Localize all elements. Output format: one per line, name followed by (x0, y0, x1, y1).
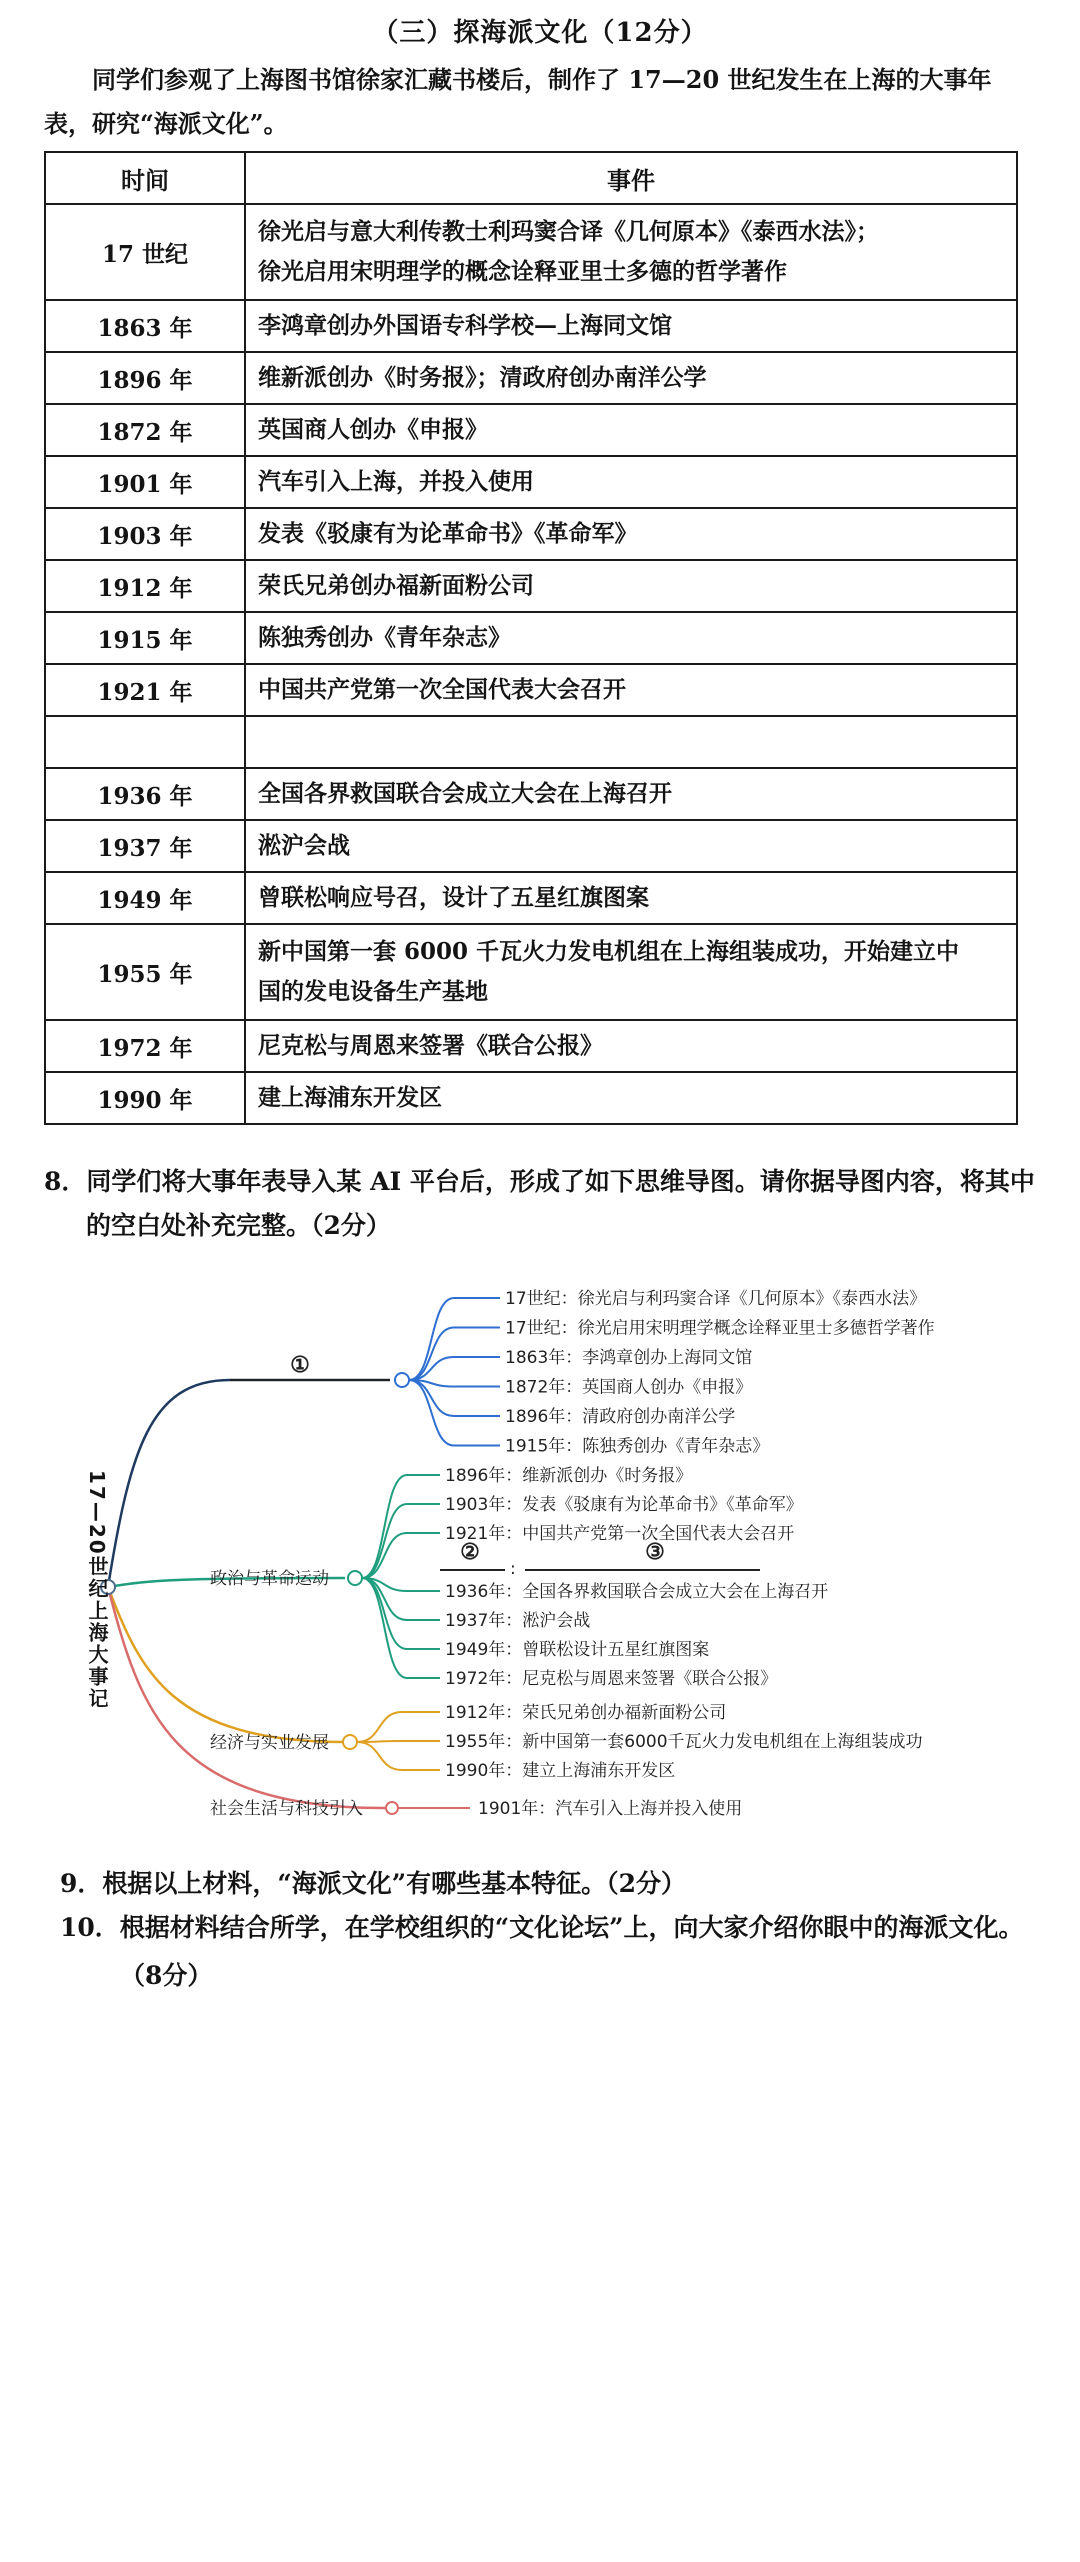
table-row (45, 508, 1017, 560)
cell-time: 1921 年 (45, 664, 245, 716)
branch-3-connector (357, 1712, 440, 1742)
cell-time: 1949 年 (45, 872, 245, 924)
cell-event: 发表《驳康有为论革命书》《革命军》 (245, 508, 1017, 560)
section-title: （三）探海派文化（12分） (372, 18, 708, 48)
cell-time: 1896 年 (45, 352, 245, 404)
branch-2-node (348, 1571, 362, 1585)
branch-2-item: 1896年：维新派创办《时务报》 (445, 1466, 693, 1486)
question-8 (44, 1160, 1044, 1248)
table-row (45, 204, 1017, 300)
cell-time: 1937 年 (45, 820, 245, 872)
cell-event: 李鸿章创办外国语专科学校—上海同文馆 (245, 300, 1017, 352)
cell-event: 曾联松响应号召，设计了五星红旗图案 (245, 872, 1017, 924)
branch-1-item: 1863年：李鸿章创办上海同文馆 (505, 1348, 753, 1368)
event-line: 徐光启用宋明理学的概念诠释亚里士多德的哲学著作 (258, 258, 787, 285)
branch-1-connector (409, 1380, 500, 1416)
mind-map-root-label: 17—20世纪上海大事记 (85, 1470, 109, 1710)
cell-time: 17 世纪 (45, 204, 245, 300)
branch-1-item: 1915年：陈独秀创办《青年杂志》 (505, 1436, 770, 1457)
table-row (45, 1020, 1017, 1072)
cell-event: 汽车引入上海，并投入使用 (245, 456, 1017, 508)
cell-time: 1912 年 (45, 560, 245, 612)
table-row (45, 456, 1017, 508)
table-row (45, 352, 1017, 404)
cell-event (245, 204, 1017, 300)
branch-1-connector (409, 1328, 500, 1381)
blank-1-marker: ① (290, 1352, 310, 1378)
cell-event (245, 716, 1017, 768)
branch-2-item: 1937年：淞沪会战 (445, 1611, 591, 1631)
event-line: 徐光启与意大利传教士利玛窦合译《几何原本》《泰西水法》； (258, 218, 879, 245)
table-header-row (45, 152, 1017, 204)
cell-time: 1872 年 (45, 404, 245, 456)
branch-2-item: 1921年：中国共产党第一次全国代表大会召开 (445, 1524, 795, 1544)
branch-4-item: 1901年：汽车引入上海并投入使用 (478, 1799, 743, 1819)
branch-4-label: 社会生活与科技引入 (210, 1799, 363, 1819)
table-row (45, 1072, 1017, 1124)
cell-time: 1915 年 (45, 612, 245, 664)
branch-3-node (343, 1735, 357, 1749)
cell-time (45, 716, 245, 768)
events-table (44, 151, 1018, 1125)
branch-2-item: 1936年：全国各界救国联合会成立大会在上海召开 (445, 1582, 829, 1602)
branch-3-item: 1955年：新中国第一套6000千瓦火力发电机组在上海组装成功 (445, 1732, 923, 1752)
branch-2-connector (362, 1578, 440, 1678)
cell-event: 英国商人创办《申报》 (245, 404, 1017, 456)
branch-1-connector (409, 1380, 500, 1446)
branch-3-item: 1990年：建立上海浦东开发区 (445, 1761, 676, 1781)
cell-time: 1972 年 (45, 1020, 245, 1072)
table-row (45, 768, 1017, 820)
branch-1-item: 1872年：英国商人创办《申报》 (505, 1377, 753, 1398)
table-row (45, 404, 1017, 456)
cell-time: 1863 年 (45, 300, 245, 352)
table-row-empty (45, 716, 1017, 768)
branch-4-node (386, 1802, 398, 1814)
branch-2-label: 政治与革命运动 (210, 1569, 329, 1589)
branch-2-item: 1972年：尼克松与周恩来签署《联合公报》 (445, 1669, 778, 1689)
header-time: 时间 (45, 152, 245, 204)
mind-map (0, 1250, 1080, 1830)
cell-event: 中国共产党第一次全国代表大会召开 (245, 664, 1017, 716)
cell-event: 维新派创办《时务报》；清政府创办南洋公学 (245, 352, 1017, 404)
cell-event (245, 924, 1017, 1020)
cell-event: 建上海浦东开发区 (245, 1072, 1017, 1124)
branch-1-item: 1896年：清政府创办南洋公学 (505, 1407, 736, 1427)
branch-1-node (395, 1373, 409, 1387)
event-line: 国的发电设备生产基地 (258, 978, 488, 1005)
intro-paragraph (44, 58, 1034, 146)
blank-3-marker: ③ (645, 1539, 665, 1565)
question-8-line-1: 8．同学们将大事年表导入某 AI 平台后，形成了如下思维导图。请你据导图内容，将其中 (44, 1167, 1035, 1196)
intro-line-2: 表，研究“海派文化”。 (44, 109, 288, 138)
branch-3-connector (357, 1741, 440, 1742)
question-8-line-2: 的空白处补充完整。（2分） (86, 1211, 391, 1240)
branch-1-item: 17世纪：徐光启与利玛窦合译《几何原本》《泰西水法》 (505, 1289, 927, 1309)
cell-time: 1936 年 (45, 768, 245, 820)
table-row (45, 612, 1017, 664)
question-10-line-2: （8分） (120, 1961, 213, 1990)
blank-colon: : (510, 1559, 516, 1579)
question-9: 9．根据以上材料，“海派文化”有哪些基本特征。（2分） (60, 1869, 687, 1898)
cell-time: 1901 年 (45, 456, 245, 508)
branch-3-label: 经济与实业发展 (210, 1733, 329, 1753)
table-row (45, 664, 1017, 716)
blank-2-marker: ② (460, 1539, 480, 1565)
branch-2-connector (362, 1475, 440, 1578)
cell-time: 1903 年 (45, 508, 245, 560)
table-row (45, 560, 1017, 612)
table-row (45, 820, 1017, 872)
question-10-line-1: 10．根据材料结合所学，在学校组织的“文化论坛”上，向大家介绍你眼中的海派文化。 (60, 1913, 1024, 1942)
event-line: 新中国第一套 6000 千瓦火力发电机组在上海组装成功，开始建立中 (258, 938, 960, 965)
branch-3-connector (357, 1742, 440, 1770)
cell-event: 淞沪会战 (245, 820, 1017, 872)
cell-event: 尼克松与周恩来签署《联合公报》 (245, 1020, 1017, 1072)
cell-event: 荣氏兄弟创办福新面粉公司 (245, 560, 1017, 612)
branch-1-connector (409, 1298, 500, 1380)
table-row (45, 300, 1017, 352)
cell-event: 全国各界救国联合会成立大会在上海召开 (245, 768, 1017, 820)
branch-1-item: 17世纪：徐光启用宋明理学概念诠释亚里士多德哲学著作 (505, 1318, 935, 1339)
branch-3-item: 1912年：荣氏兄弟创办福新面粉公司 (445, 1703, 727, 1723)
cell-time: 1990 年 (45, 1072, 245, 1124)
cell-event: 陈独秀创办《青年杂志》 (245, 612, 1017, 664)
question-10 (60, 1906, 1070, 1998)
intro-line-1: 同学们参观了上海图书馆徐家汇藏书楼后，制作了 17—20 世纪发生在上海的大事年 (92, 65, 992, 94)
header-event: 事件 (245, 152, 1017, 204)
table-row (45, 924, 1017, 1020)
branch-2-item: 1949年：曾联松设计五星红旗图案 (445, 1640, 710, 1660)
cell-time: 1955 年 (45, 924, 245, 1020)
branch-2-item: 1903年：发表《驳康有为论革命书》《革命军》 (445, 1495, 803, 1515)
table-row (45, 872, 1017, 924)
